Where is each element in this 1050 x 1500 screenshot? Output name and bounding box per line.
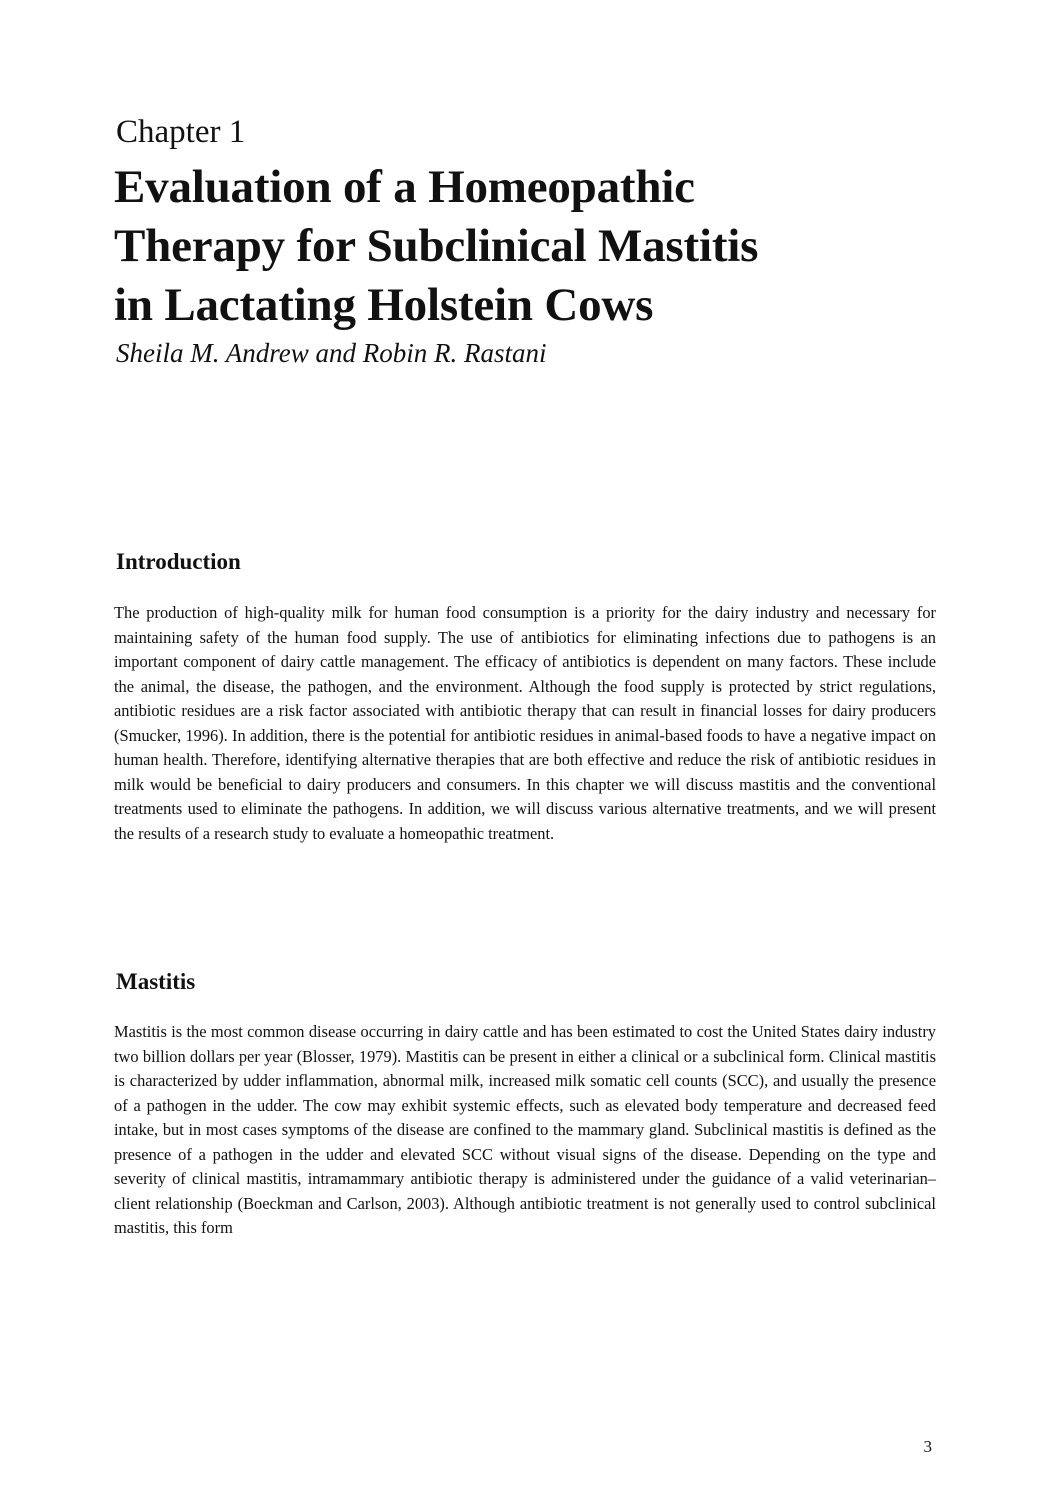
chapter-label: Chapter 1 bbox=[116, 114, 246, 150]
book-page bbox=[114, 0, 936, 1500]
introduction-paragraph: The production of high-quality milk for human food consumption is a priority for the dairy industry and necessary for maintaining safety of the human food supply. The use of antibiotics for eliminating infections due to pathogens is an important component of dairy cattle management. The efficacy of antibiotics is dependent on many factors. These include the animal, the disease, the pathogen, and the environment. Although the food supply is protected by strict regulations, antibiotic residues are a risk factor associated with antibiotic therapy that can result in financial losses for dairy producers (Smucker, 1996). In addition, there is the potential for antibiotic residues in animal-based foods to have a negative impact on human health. Therefore, identifying alternative therapies that are both effective and reduce the risk of antibiotic residues in milk would be beneficial to dairy producers and consumers. In this chapter we will discuss mastitis and the conventional treatments used to eliminate the pathogens. In addition, we will discuss various alternative treatments, and we will present the results of a research study to evaluate a homeopathic treatment. bbox=[114, 603, 936, 843]
chapter-authors: Sheila M. Andrew and Robin R. Rastani bbox=[116, 338, 547, 368]
mastitis-paragraph: Mastitis is the most common disease occurring in dairy cattle and has been estimated to cost the United States dairy industry two billion dollars per year (Blosser, 1979). Mastitis can be present in either a clinical or a subclinical form. Clinical mastitis is characterized by udder inflammation, abnormal milk, increased milk somatic cell counts (SCC), and usually the presence of a pathogen in the udder. The cow may exhibit systemic effects, such as elevated body temperature and decreased feed intake, but in most cases symptoms of the disease are confined to the mammary gland. Subclinical mastitis is defined as the presence of a pathogen in the udder and elevated SCC without visual signs of the disease. Depending on the type and severity of clinical mastitis, intramammary antibiotic therapy is administered under the guidance of a valid veterinarian–client relationship (Boeckman and Carlson, 2003). Although antibiotic treatment is not generally used to control subclinical mastitis, this form bbox=[114, 1022, 936, 1237]
section-heading-introduction: Introduction bbox=[116, 549, 241, 574]
chapter-title bbox=[114, 158, 758, 335]
page-number: 3 bbox=[923, 1437, 932, 1456]
chapter-title-line: in Lactating Holstein Cows bbox=[114, 279, 654, 331]
chapter-title-line: Evaluation of a Homeopathic bbox=[114, 161, 695, 213]
chapter-title-line: Therapy for Subclinical Mastitis bbox=[114, 220, 759, 272]
section-heading-mastitis: Mastitis bbox=[116, 969, 196, 994]
